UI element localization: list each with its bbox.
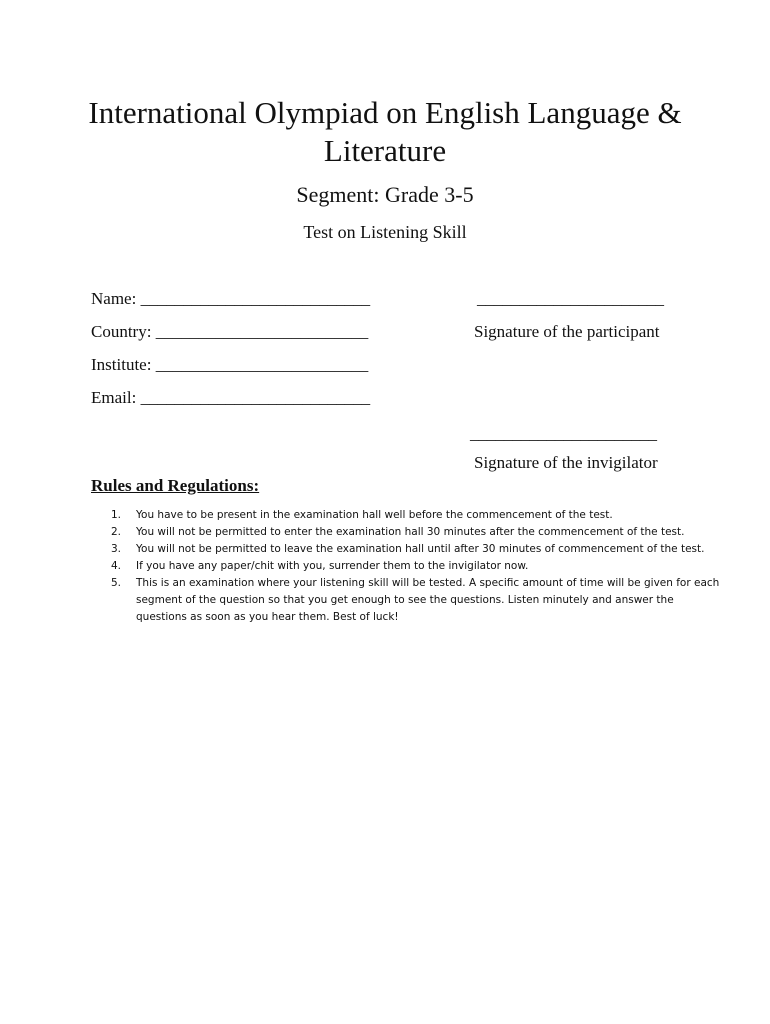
rule-text: You will not be permitted to leave the examination hall until after 30 minutes of commencement of the test.	[136, 543, 705, 555]
invigilator-signature-line[interactable]: ______________________	[470, 424, 657, 443]
rule-text: If you have any paper/chit with you, surrender them to the invigilator now.	[136, 560, 529, 572]
rule-text: You have to be present in the examination hall well before the commencement of the test.	[136, 509, 613, 521]
rule-text: This is an examination where your listening skill will be tested. A specific amount of time will be given for each segment of the question so that you get enough to see the questions. Listen minutely and answer the questions as soon as you hear them. Best of luck!	[136, 577, 720, 623]
participant-signature-line[interactable]: ______________________	[477, 289, 664, 308]
institute-field[interactable]: Institute: _________________________	[91, 355, 369, 374]
name-field[interactable]: Name: ___________________________	[91, 289, 371, 308]
rule-number: 2.	[111, 526, 122, 538]
segment-heading: Segment: Grade 3-5	[296, 182, 474, 207]
list-item	[91, 558, 721, 575]
country-field[interactable]: Country: _________________________	[91, 322, 369, 341]
list-item	[91, 524, 721, 541]
rule-number: 5.	[111, 577, 122, 589]
invigilator-signature-label: Signature of the invigilator	[474, 453, 658, 472]
rules-heading: Rules and Regulations:	[91, 476, 260, 495]
rule-number: 4.	[111, 560, 122, 572]
document-title: International Olympiad on English Language & Literature	[88, 95, 682, 168]
test-subtitle: Test on Listening Skill	[303, 222, 467, 242]
list-item	[91, 541, 721, 558]
email-field[interactable]: Email: ___________________________	[91, 388, 371, 407]
rule-number: 3.	[111, 543, 122, 555]
list-item	[91, 507, 721, 524]
rule-text: You will not be permitted to enter the examination hall 30 minutes after the commencement of the test.	[136, 526, 685, 538]
list-item	[91, 575, 721, 626]
rule-number: 1.	[111, 509, 122, 521]
participant-signature-label: Signature of the participant	[474, 322, 660, 341]
rules-list	[91, 507, 721, 626]
